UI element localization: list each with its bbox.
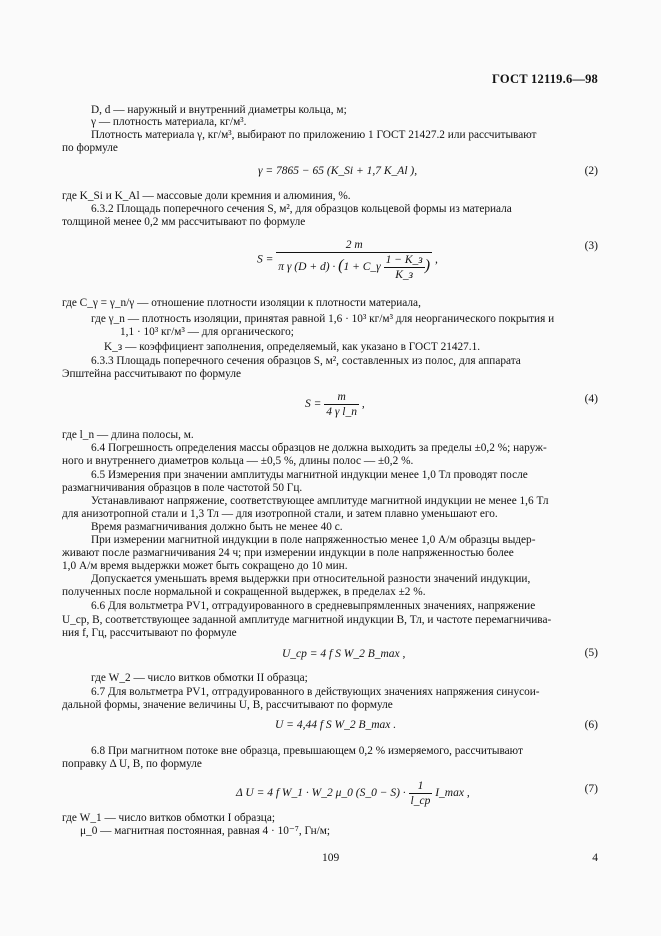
sheet-number: 4 — [592, 852, 598, 864]
formula-3-den-b: 1 + C_γ — [343, 261, 381, 274]
formula-3-numerator: 2 m — [276, 239, 432, 253]
equation-number-3: (3) — [584, 240, 598, 252]
text-line: 6.8 При магнитном потоке вне образца, превышающем 0,2 % измеряемого, рассчитывают — [91, 745, 523, 757]
formula-4-tail: , — [361, 398, 365, 411]
text-line: При измерении магнитной индукции в поле напряженностью менее 1,0 А/м образцы выдер- — [91, 534, 536, 546]
document-header: ГОСТ 12119.6—98 — [492, 72, 598, 86]
formula-3-inner-fraction — [384, 254, 425, 281]
text-line: 6.5 Измерения при значении амплитуды магнитной индукции менее 1,0 Тл проводят после — [91, 469, 528, 481]
text-line: K_з — коэффициент заполнения, определяемый, как указано в ГОСТ 21427.1. — [104, 341, 481, 353]
text-line: 6.3.2 Площадь поперечного сечения S, м², для образцов кольцевой формы из материала — [91, 203, 512, 215]
formula-6 — [275, 719, 396, 731]
equation-number-7: (7) — [584, 783, 598, 795]
formula-3-fraction — [276, 239, 432, 281]
formula-6-text: U = 4,44 f S W_2 B_max . — [275, 719, 397, 731]
text-line: дальной формы, значение величины U, В, рассчитывают по формуле — [62, 699, 393, 711]
formula-4 — [305, 391, 365, 418]
formula-4-lhs: S = — [305, 398, 322, 411]
text-line: Плотность материала γ, кг/м³, выбирают по приложению 1 ГОСТ 21427.2 или рассчитывают — [91, 129, 537, 141]
formula-4-numerator: m — [324, 391, 359, 405]
formula-7-fraction — [409, 780, 433, 807]
text-line: μ_0 — магнитная постоянная, равная 4 · 10⁻⁷, Гн/м; — [80, 825, 331, 837]
text-line: где C_γ = γ_n/γ — отношение плотности изоляции к плотности материала, — [62, 297, 421, 309]
text-line: ного и внутреннего диаметров кольца — ±0,5 %, длины полос — ±0,2 %. — [62, 455, 414, 467]
formula-3 — [257, 239, 438, 281]
text-line: 6.3.3 Площадь поперечного сечения образцов S, м², составленных из полос, для аппарата — [91, 355, 521, 367]
formula-2-text: γ = 7865 − 65 (K_Si + 1,7 K_Al ), — [258, 165, 418, 177]
text-line: Время размагничивания должно быть не менее 40 с. — [91, 521, 343, 533]
text-line: 1,1 · 10³ кг/м³ — для органического; — [120, 326, 294, 338]
page-number: 109 — [322, 852, 340, 864]
text-line: ния f, Гц, рассчитывают по формуле — [62, 627, 237, 639]
formula-5-text: U_ср = 4 f S W_2 B_max , — [282, 648, 406, 660]
text-line: размагничивания образцов в поле частотой 50 Гц. — [62, 482, 303, 494]
text-line: 1,0 А/м время выдержки может быть сокращено до 10 мин. — [62, 560, 348, 572]
text-line: поправку Δ U, В, по формуле — [62, 758, 202, 770]
text-line: где W_1 — число витков обмотки I образца; — [62, 812, 275, 824]
text-line: толщиной менее 0,2 мм рассчитывают по формуле — [62, 216, 306, 228]
formula-7-tail: I_max , — [435, 787, 470, 800]
text-line: γ — плотность материала, кг/м³. — [91, 116, 247, 128]
text-line: где K_Si и K_Al — массовые доли кремния и алюминия, %. — [62, 190, 351, 202]
formula-3-tail: , — [434, 253, 438, 266]
equation-number-6: (6) — [584, 719, 598, 731]
formula-5 — [282, 648, 405, 660]
formula-4-denominator: 4 γ l_n — [326, 406, 357, 418]
formula-7 — [236, 780, 470, 807]
text-line: полученных после нормальной и сокращенной выдержек, в пределах ±2 %. — [62, 586, 426, 598]
equation-number-4: (4) — [584, 393, 598, 405]
text-line: Устанавливают напряжение, соответствующее амплитуде магнитной индукции не менее 1,6 Тл — [91, 495, 549, 507]
text-line: 6.4 Погрешность определения массы образцов не должна выходить за пределы ±0,2 %; наруж- — [91, 442, 547, 454]
text-line: D, d — наружный и внутренний диаметры кольца, м; — [91, 104, 347, 116]
text-line: 6.7 Для вольтметра PV1, отградуированного в действующих значениях напряжения синусои- — [91, 686, 540, 698]
formula-3-den-a: π γ (D + d) · — [278, 261, 336, 274]
formula-7-numerator: 1 — [409, 780, 433, 794]
formula-2 — [258, 165, 417, 177]
text-line: живают после размагничивания 24 ч; при измерении индукции в поле напряженностью более — [62, 547, 514, 559]
text-line: где γ_n — плотность изоляции, принятая равной 1,6 · 10³ кг/м³ для неорганического покрытия и — [91, 313, 555, 325]
formula-3-inner-num: 1 − K_з — [385, 254, 423, 266]
text-line: где W_2 — число витков обмотки II образца; — [91, 672, 308, 684]
formula-4-fraction — [324, 391, 359, 418]
text-line: для анизотропной стали и 1,3 Тл — для изотропной стали, и затем плавно уменьшают его. — [62, 508, 498, 520]
text-line: по формуле — [62, 142, 118, 154]
text-line: где l_n — длина полосы, м. — [62, 429, 194, 441]
text-line: U_ср, В, соответствующее заданной амплитуде магнитной индукции B, Тл, и частоте перемагничива- — [62, 614, 552, 626]
equation-number-5: (5) — [584, 647, 598, 659]
text-line: Допускается уменьшать время выдержки при относительной разности значений индукции, — [91, 573, 531, 585]
text-line: 6.6 Для вольтметра PV1, отградуированного в средневыпрямленных значениях, напряжение — [91, 600, 536, 612]
formula-7-denominator: l_ср — [410, 795, 431, 807]
text-line: Эпштейна рассчитывают по формуле — [62, 368, 241, 380]
formula-7-lhs: Δ U = 4 f W_1 · W_2 μ_0 (S_0 − S) · — [236, 787, 406, 800]
formula-3-lhs: S = — [257, 253, 274, 266]
formula-3-denominator: π γ (D + d) · (1 + C_γ $\frac{1 - K\_з}{K\_з}$ ) — [278, 254, 431, 281]
formula-3-inner-den: K_з — [395, 269, 414, 281]
equation-number-2: (2) — [584, 165, 598, 177]
